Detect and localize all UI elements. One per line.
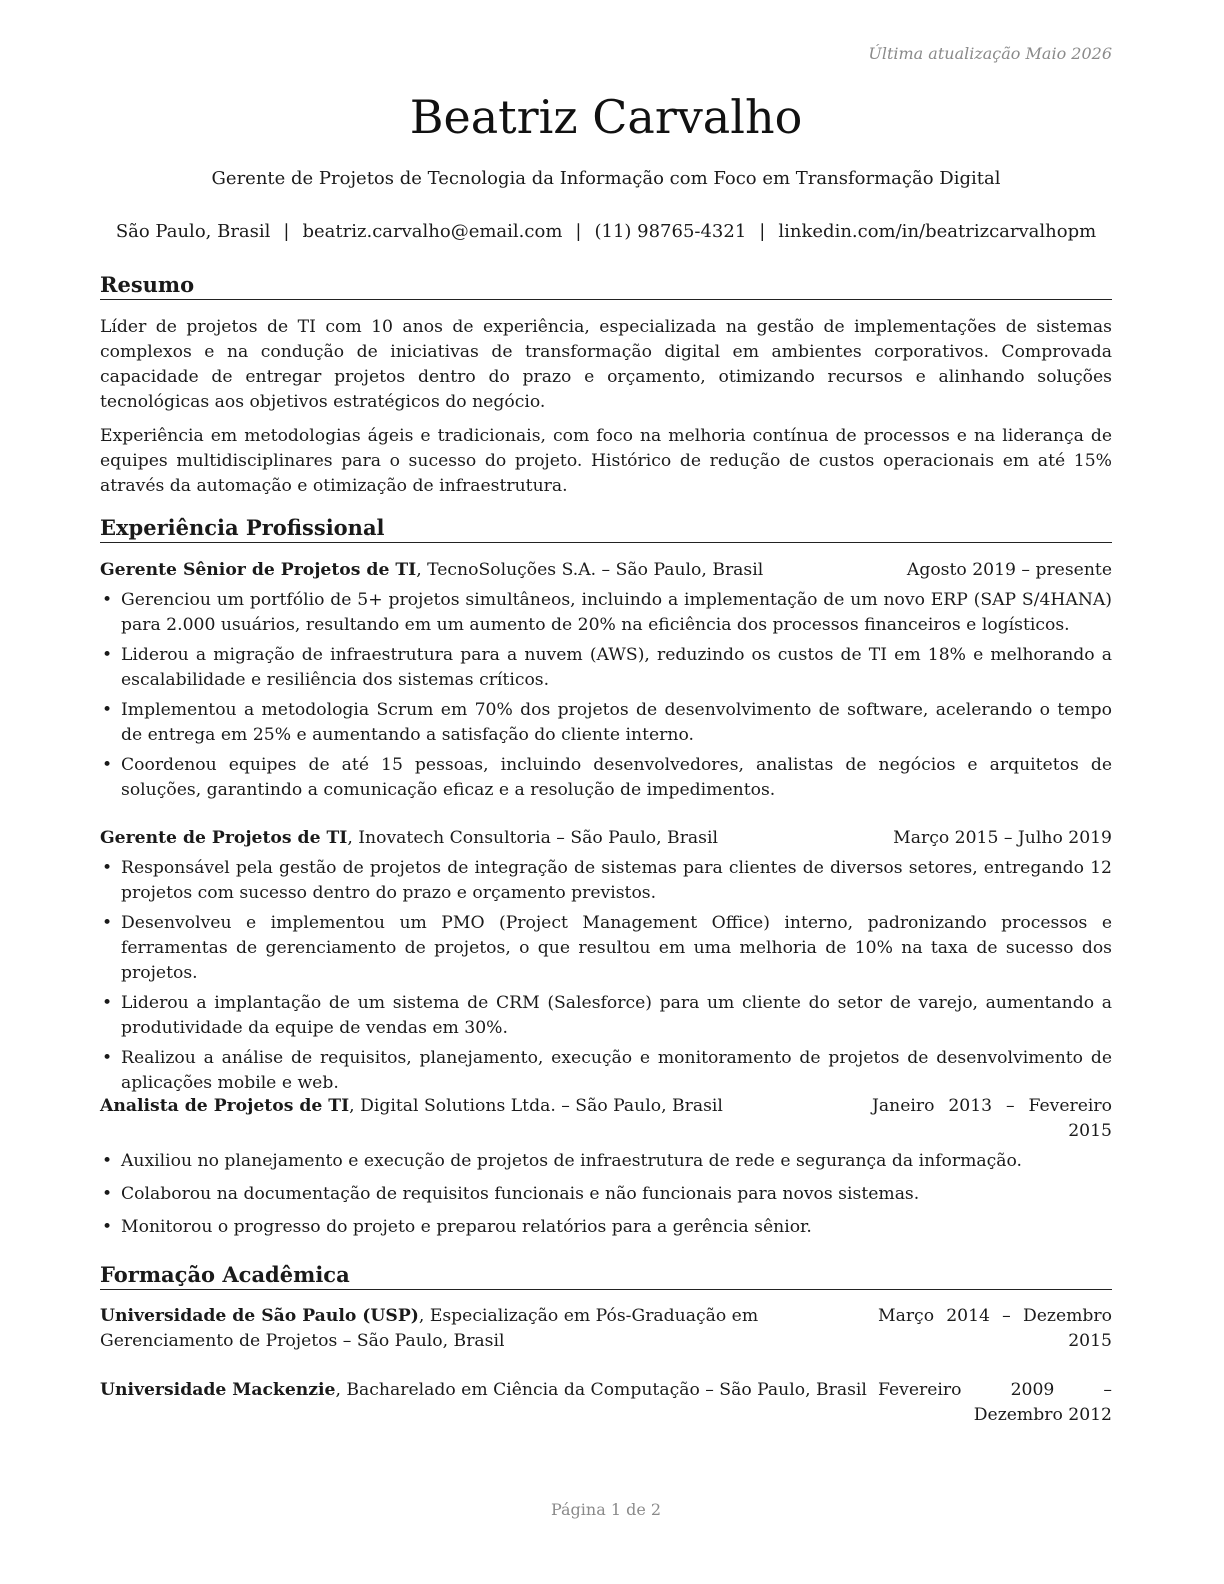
- education-dates: Março 2014 – Dezembro 2015: [878, 1306, 1112, 1351]
- education-detail: , Bacharelado em Ciência da Computação – São Paulo, Brasil: [335, 1380, 867, 1400]
- education-detail: , Especialização em Pós-Graduação em Gerenciamento de Projetos – São Paulo, Brasil: [100, 1306, 759, 1351]
- bullet-icon: •: [102, 755, 113, 775]
- contact-line: [100, 220, 1112, 244]
- job-role: Gerente de Projetos de TI: [100, 828, 348, 848]
- page-number: Página 1 de 2: [550, 1500, 662, 1519]
- bullet-icon: •: [102, 645, 113, 665]
- job-bullet: • Responsável pela gestão de projetos de integração de sistemas para clientes de diversos setores, entregando 12 projetos com sucesso dentro do prazo e orçamento previstos.: [102, 858, 1112, 903]
- job-bullets: [100, 588, 1112, 803]
- job-role: Analista de Projetos de TI: [100, 1096, 350, 1116]
- job-company: , TecnoSoluções S.A. – São Paulo, Brasil: [416, 560, 764, 580]
- job-bullets: [100, 1149, 1112, 1240]
- contact-linkedin[interactable]: linkedin.com/in/beatrizcarvalhopm: [778, 221, 1097, 242]
- last-updated: Última atualização Maio 2026: [868, 44, 1112, 63]
- summary-paragraph: Líder de projetos de TI com 10 anos de experiência, especializada na gestão de implementações de sistemas complexos e na condução de iniciativas de transformação digital em ambientes corporativos. Comprovada capacidade de entregar projetos dentro do prazo e orçamento, otimizando recursos e alinhando soluções tecnológicas aos objetivos estratégicos do negócio.: [100, 317, 1112, 412]
- job-bullet: • Monitorou o progresso do projeto e preparou relatórios para a gerência sênior.: [100, 1215, 1112, 1240]
- bullet-icon: •: [102, 700, 113, 720]
- education-dates: Fevereiro 2009 – Dezembro 2012: [878, 1380, 1112, 1425]
- job-dates: Agosto 2019 – presente: [906, 560, 1112, 580]
- job-bullet: • Desenvolveu e implementou um PMO (Project Management Office) interno, padronizando processos e ferramentas de gerenciamento de projetos, o que resultou em uma melhoria de 10% na taxa de sucesso dos projetos.: [102, 913, 1112, 983]
- contact-location: São Paulo, Brasil: [115, 221, 271, 242]
- bullet-icon: •: [102, 913, 113, 933]
- contact-separator: |: [759, 221, 766, 242]
- job-company: , Digital Solutions Ltda. – São Paulo, Brasil: [349, 1096, 723, 1116]
- education-item: [100, 1378, 1112, 1428]
- summary-paragraph: Experiência em metodologias ágeis e tradicionais, com foco na melhoria contínua de processos e na liderança de equipes multidisciplinares para o sucesso do projeto. Histórico de redução de custos operacionais em até 15% através da automação e otimização de infraestrutura.: [100, 426, 1112, 496]
- education-item: [100, 1304, 1112, 1354]
- job-bullet: • Liderou a migração de infraestrutura para a nuvem (AWS), reduzindo os custos de TI em 18% e melhorando a escalabilidade e resiliência dos sistemas críticos.: [102, 645, 1112, 690]
- experience-section-title: Experiência Profissional: [100, 515, 1112, 543]
- job-dates: Janeiro 2013 – Fevereiro 2015: [872, 1096, 1112, 1141]
- contact-separator: |: [575, 221, 582, 242]
- job-role: Gerente Sênior de Projetos de TI: [100, 560, 417, 580]
- resume-page: [100, 0, 1112, 1584]
- education-school: Universidade de São Paulo (USP): [100, 1306, 419, 1326]
- bullet-icon: •: [102, 993, 113, 1013]
- job-bullet: • Implementou a metodologia Scrum em 70% dos projetos de desenvolvimento de software, acelerando o tempo de entrega em 25% e aumentando a satisfação do cliente interno.: [102, 700, 1112, 745]
- job-dates: Março 2015 – Julho 2019: [893, 828, 1112, 848]
- bullet-icon: •: [102, 858, 113, 878]
- education-section-title: Formação Acadêmica: [100, 1262, 1112, 1290]
- education-school: Universidade Mackenzie: [100, 1380, 336, 1400]
- contact-email[interactable]: beatriz.carvalho@email.com: [302, 221, 563, 242]
- bullet-icon: •: [102, 590, 113, 610]
- bullet-icon: •: [102, 1151, 113, 1171]
- headline: Gerente de Projetos de Tecnologia da Informação com Foco em Transformação Digital: [211, 168, 1001, 189]
- job-bullet: • Auxiliou no planejamento e execução de projetos de infraestrutura de rede e segurança da informação.: [100, 1149, 1112, 1174]
- job-bullet: • Liderou a implantação de um sistema de CRM (Salesforce) para um cliente do setor de varejo, aumentando a produtividade da equipe de vendas em 30%.: [102, 993, 1112, 1038]
- candidate-name: Beatriz Carvalho: [409, 90, 803, 144]
- job-bullet: • Gerenciou um portfólio de 5+ projetos simultâneos, incluindo a implementação de um novo ERP (SAP S/4HANA) para 2.000 usuários, resultando em um aumento de 20% na eficiência dos processos financeiros e logísticos.: [102, 590, 1112, 635]
- bullet-icon: •: [102, 1048, 113, 1068]
- summary-section-title: Resumo: [100, 272, 1112, 300]
- job-company: , Inovatech Consultoria – São Paulo, Brasil: [347, 828, 718, 848]
- job-bullet: • Realizou a análise de requisitos, planejamento, execução e monitoramento de projetos de desenvolvimento de aplicações mobile e web.: [102, 1048, 1112, 1093]
- bullet-icon: •: [102, 1184, 113, 1204]
- job-bullets: [100, 856, 1112, 1096]
- job-bullet: • Colaborou na documentação de requisitos funcionais e não funcionais para novos sistemas.: [100, 1182, 1112, 1207]
- bullet-icon: •: [102, 1217, 113, 1237]
- contact-separator: |: [283, 221, 290, 242]
- contact-phone: (11) 98765-4321: [594, 221, 747, 242]
- job-bullet: • Coordenou equipes de até 15 pessoas, incluindo desenvolvedores, analistas de negócios e arquitetos de soluções, garantindo a comunicação eficaz e a resolução de impedimentos.: [102, 755, 1112, 800]
